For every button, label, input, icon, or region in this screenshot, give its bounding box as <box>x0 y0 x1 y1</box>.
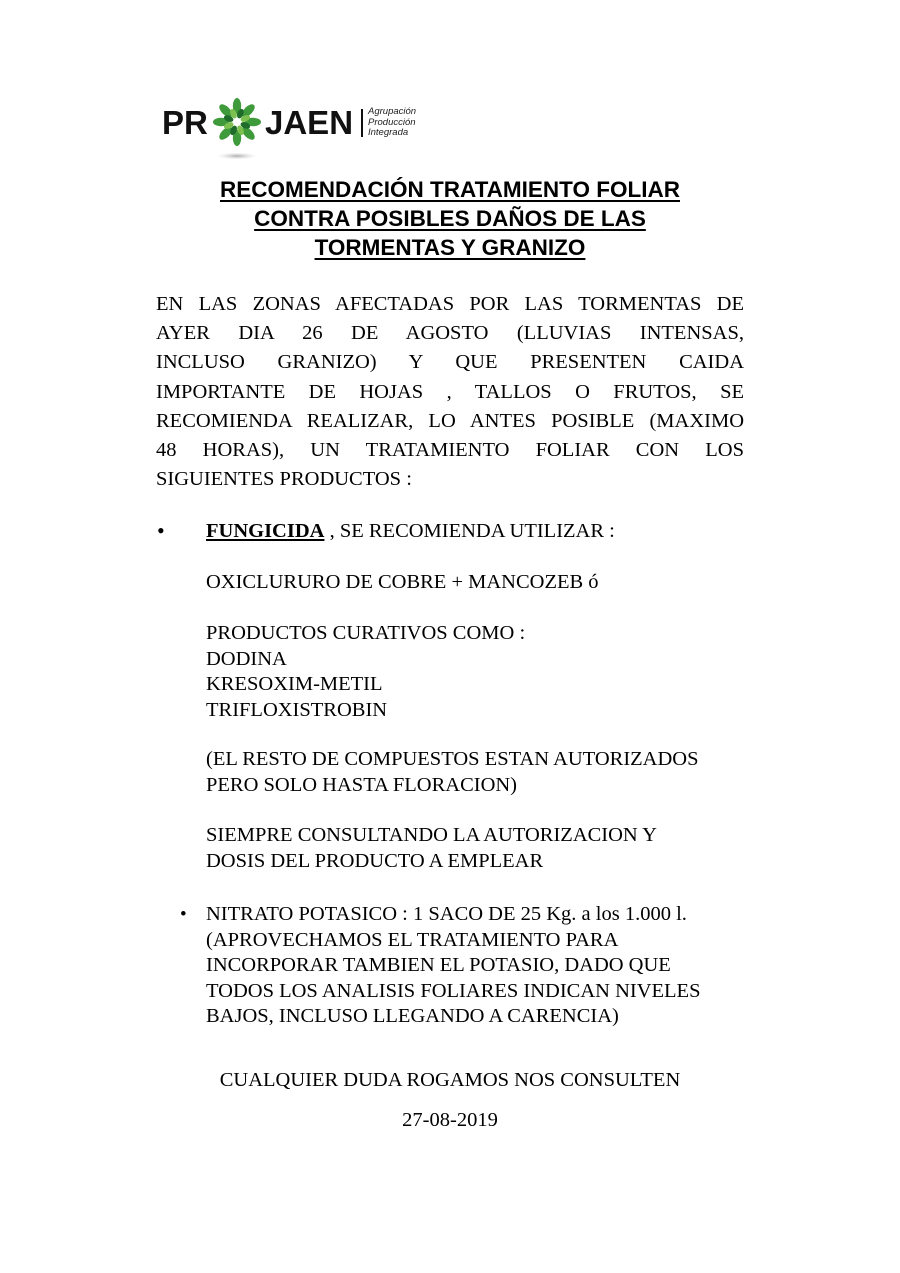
nitrato-line: NITRATO POTASICO : 1 SACO DE 25 Kg. a los 1.000 l. <box>206 903 687 925</box>
productos-line: TRIFLOXISTROBIN <box>206 698 388 721</box>
intro-line: SIGUIENTES PRODUCTOS : <box>156 468 412 491</box>
logo-divider <box>361 109 363 137</box>
logo-subtitle-line: Integrada <box>368 127 409 138</box>
bullet-marker: • <box>157 518 165 543</box>
nitrato-line: BAJOS, INCLUSO LLEGANDO A CARENCIA) <box>206 1005 619 1027</box>
fungicida-keyword: FUNGICIDA <box>206 520 325 542</box>
resto-line: (EL RESTO DE COMPUESTOS ESTAN AUTORIZADOS <box>206 748 699 770</box>
intro-line: AYER DIA 26 DE AGOSTO (LLUVIAS INTENSAS, <box>156 322 744 345</box>
logo-text-jaen: JAEN <box>265 104 354 141</box>
nitrato-line: INCORPORAR TAMBIEN EL POTASIO, DADO QUE <box>206 954 671 976</box>
fungicida-item <box>206 519 615 545</box>
intro-line: RECOMIENDA REALIZAR, LO ANTES POSIBLE (MAXIMO <box>156 409 744 432</box>
siempre-consultando <box>206 823 657 874</box>
nitrato-line: (APROVECHAMOS EL TRATAMIENTO PARA <box>206 928 619 951</box>
title-line: RECOMENDACIÓN TRATAMIENTO FOLIAR <box>220 177 680 202</box>
logo-subtitle-line: Producción <box>368 116 416 128</box>
intro-line: 48 HORAS), UN TRATAMIENTO FOLIAR CON LOS <box>156 439 744 462</box>
intro-line: INCLUSO GRANIZO) Y QUE PRESENTEN CAIDA <box>156 351 744 374</box>
bullet-marker: • <box>180 904 187 925</box>
nitrato-item <box>206 902 700 1030</box>
resto-line: PERO SOLO HASTA FLORACION) <box>206 773 518 796</box>
intro-line: EN LAS ZONAS AFECTADAS POR LAS TORMENTAS DE <box>156 293 744 315</box>
resto-compuestos <box>206 747 699 798</box>
title-line: CONTRA POSIBLES DAÑOS DE LAS <box>254 206 646 231</box>
oxicloruro-line: OXICLURURO DE COBRE + MANCOZEB ó <box>206 571 599 593</box>
leaf-flower-icon <box>210 95 264 161</box>
productos-curativos <box>206 621 525 723</box>
logo-subtitle <box>368 107 416 139</box>
projaen-logo <box>162 95 437 165</box>
document-title <box>150 175 750 262</box>
title-line: TORMENTAS Y GRANIZO <box>314 235 586 260</box>
closing-note: CUALQUIER DUDA ROGAMOS NOS CONSULTEN <box>219 1069 681 1091</box>
intro-line: IMPORTANTE DE HOJAS , TALLOS O FRUTOS, SE <box>156 380 744 403</box>
logo-text-pr: PR <box>162 104 208 141</box>
siempre-line: SIEMPRE CONSULTANDO LA AUTORIZACION Y <box>206 824 657 846</box>
productos-line: DODINA <box>206 647 287 670</box>
siempre-line: DOSIS DEL PRODUCTO A EMPLEAR <box>206 849 544 872</box>
document-date: 27-08-2019 <box>402 1109 498 1131</box>
fungicida-text: , SE RECOMIENDA UTILIZAR : <box>324 520 615 542</box>
productos-line: PRODUCTOS CURATIVOS COMO : <box>206 622 526 644</box>
nitrato-line: TODOS LOS ANALISIS FOLIARES INDICAN NIVELES <box>206 979 701 1002</box>
productos-line: KRESOXIM-METIL <box>206 673 383 695</box>
intro-paragraph <box>156 290 744 494</box>
logo-subtitle-line: Agrupación <box>368 106 417 117</box>
